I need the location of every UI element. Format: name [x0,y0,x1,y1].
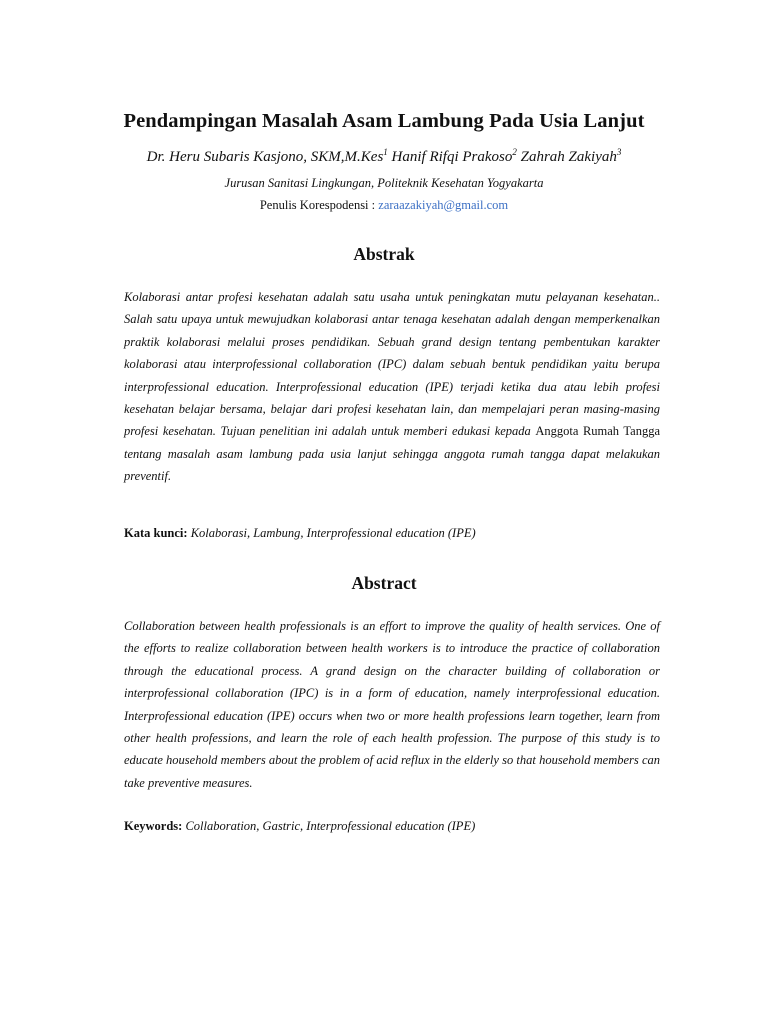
author-affiliation-mark-2: 2 [512,147,517,157]
author-affiliation-mark-1: 1 [383,147,388,157]
abstrak-body [124,286,660,488]
abstract-heading: Abstract [351,573,417,593]
author-list [0,149,768,166]
kata-kunci-label: Kata kunci: [124,526,188,540]
abstrak-text-part1: Kolaborasi antar profesi kesehatan adalah satu usaha untuk peningkatan mutu pelayanan kesehatan.. Salah satu upaya untuk mewujudkan kolaborasi antar tenaga kesehatan adalah dengan memperkenalkan praktik kolaborasi melalui proses pendidikan. Sebuah grand design tentang pembentukan karakter kolaborasi atau interprofessional collaboration (IPC) dalam sebuah bentuk pendidikan yaitu berupa interprofessional education. Interprofessional education (IPE) terjadi ketika dua atau lebih profesi kesehatan belajar bersama, belajar dari profesi kesehatan lain, dan mempelajari peran masing-masing profesi kesehatan. Tujuan penelitian ini adalah untuk memberi edukasi kepada [124,290,660,439]
author-name-3: Zahrah Zakiyah [520,149,617,165]
keywords-en [124,819,660,834]
kata-kunci [124,526,660,541]
author-name-1: Dr. Heru Subaris Kasjono, SKM,M.Kes [146,149,384,165]
author-name-2: Hanif Rifqi Prakoso [391,149,513,165]
author-affiliation-mark-3: 3 [616,147,622,157]
correspondence-label: Penulis Korespodensi : [259,198,379,212]
abstrak-text-upright: Anggota Rumah Tangga [535,424,660,439]
paper-title: Pendampingan Masalah Asam Lambung Pada Usia Lanjut [123,110,645,132]
abstrak-heading: Abstrak [353,244,415,264]
correspondence-email-link[interactable]: zaraazakiyah@gmail.com [378,198,509,212]
abstract-body: Collaboration between health professionals is an effort to improve the quality of health services. One of the efforts to realize collaboration between health workers is to introduce the practice of collaboration through the educational process. A grand design on the character building of collaboration or interprofessional collaboration (IPC) is in a form of education, namely interprofessional education. Interprofessional education (IPE) occurs when two or more health professions learn together, learn from other health professions, and learn the role of each health profession. The purpose of this study is to educate household members about the problem of acid reflux in the elderly so that household members can take preventive measures. [124,619,660,790]
keywords-label: Keywords: [124,819,183,833]
kata-kunci-values: Kolaborasi, Lambung, Interprofessional education (IPE) [187,526,476,540]
abstrak-text-part2: tentang masalah asam lambung pada usia lanjut sehingga anggota rumah tangga dapat melakukan preventif. [124,446,660,484]
correspondence-line [0,198,768,213]
affiliation: Jurusan Sanitasi Lingkungan, Politeknik Kesehatan Yogyakarta [224,176,544,190]
keywords-values: Collaboration, Gastric, Interprofessional education (IPE) [182,819,476,833]
